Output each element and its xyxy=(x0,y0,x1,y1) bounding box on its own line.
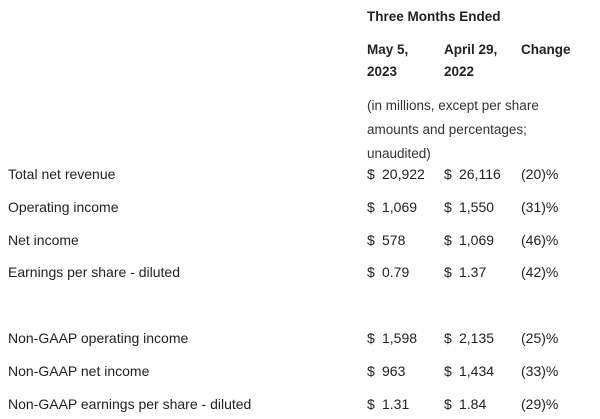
currency-symbol: $ xyxy=(444,396,452,412)
value-2023: 20,922 xyxy=(382,166,425,182)
currency-symbol: $ xyxy=(367,396,375,412)
change-value: (42)% xyxy=(521,264,559,280)
currency-symbol: $ xyxy=(367,166,375,182)
row-label: Non-GAAP earnings per share - diluted xyxy=(8,396,252,412)
value-2023: 1.31 xyxy=(382,396,410,412)
col2-header xyxy=(444,39,497,83)
col3-header: Change xyxy=(521,42,571,57)
row-label: Non-GAAP operating income xyxy=(8,330,189,346)
row-label: Operating income xyxy=(8,199,119,215)
currency-symbol: $ xyxy=(367,363,375,379)
change-value: (25)% xyxy=(521,330,559,346)
period-title: Three Months Ended xyxy=(367,9,501,24)
change-value: (46)% xyxy=(521,232,559,248)
change-value: (33)% xyxy=(521,363,559,379)
currency-symbol: $ xyxy=(444,166,452,182)
value-2023: 963 xyxy=(382,363,406,379)
change-value: (20)% xyxy=(521,166,559,182)
change-value: (29)% xyxy=(521,396,559,412)
value-2023: 1,069 xyxy=(382,199,418,215)
row-label: Net income xyxy=(8,232,79,248)
value-2022: 1.84 xyxy=(459,396,487,412)
row-label: Non-GAAP net income xyxy=(8,363,150,379)
value-2022: 1,550 xyxy=(459,199,495,215)
value-2022: 1.37 xyxy=(459,264,487,280)
value-2022: 2,135 xyxy=(459,330,495,346)
value-2022: 1,069 xyxy=(459,232,495,248)
currency-symbol: $ xyxy=(444,363,452,379)
value-2022: 26,116 xyxy=(459,166,501,182)
value-2022: 1,434 xyxy=(459,363,495,379)
value-2023: 578 xyxy=(382,232,406,248)
value-2023: 0.79 xyxy=(382,264,410,280)
currency-symbol: $ xyxy=(444,330,452,346)
change-value: (31)% xyxy=(521,199,559,215)
currency-symbol: $ xyxy=(367,264,375,280)
currency-symbol: $ xyxy=(367,232,375,248)
row-label: Total net revenue xyxy=(8,166,116,182)
units-note: (in millions, except per share amounts and percentages; unaudited) xyxy=(367,98,539,161)
value-2023: 1,598 xyxy=(382,330,418,346)
col1-header-line2: 2023 xyxy=(367,64,398,79)
col1-header xyxy=(367,39,408,83)
col2-header-line2: 2022 xyxy=(444,64,475,79)
col2-header-line1: April 29, xyxy=(444,42,498,57)
currency-symbol: $ xyxy=(444,232,452,248)
currency-symbol: $ xyxy=(444,264,452,280)
currency-symbol: $ xyxy=(367,199,375,215)
col1-header-line1: May 5, xyxy=(367,42,409,57)
row-label: Earnings per share - diluted xyxy=(8,264,180,280)
currency-symbol: $ xyxy=(444,199,452,215)
currency-symbol: $ xyxy=(367,330,375,346)
